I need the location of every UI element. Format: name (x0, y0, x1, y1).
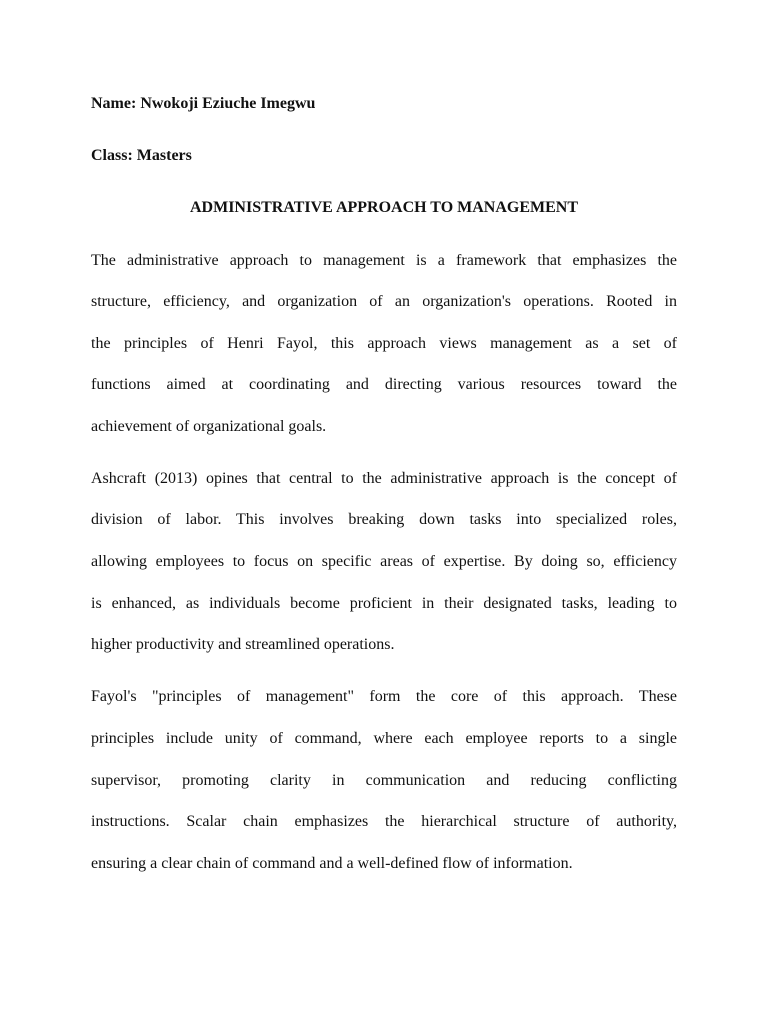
paragraph-line: allowing employees to focus on specific areas of expertise. By doing so, efficiency (91, 553, 677, 570)
paragraph-line: functions aimed at coordinating and directing various resources toward the (91, 376, 677, 393)
paragraph-line: is enhanced, as individuals become proficient in their designated tasks, leading to (91, 595, 677, 612)
paragraph-line: ensuring a clear chain of command and a well-defined flow of information. (91, 855, 573, 872)
paragraph-line: supervisor, promoting clarity in communication and reducing conflicting (91, 772, 677, 789)
student-name: Name: Nwokoji Eziuche Imegwu (91, 95, 316, 112)
paragraph-line: Fayol's "principles of management" form the core of this approach. These (91, 688, 677, 705)
paragraph-line: structure, efficiency, and organization of an organization's operations. Rooted in (91, 293, 677, 310)
document-title: ADMINISTRATIVE APPROACH TO MANAGEMENT (189, 199, 579, 216)
paragraph-line: instructions. Scalar chain emphasizes the hierarchical structure of authority, (91, 813, 677, 830)
paragraph-line: achievement of organizational goals. (91, 418, 327, 435)
paragraph-line: higher productivity and streamlined operations. (91, 636, 395, 653)
paragraph-line: Ashcraft (2013) opines that central to the administrative approach is the concept of (91, 470, 677, 487)
paragraph-line: principles include unity of command, where each employee reports to a single (91, 730, 677, 747)
paragraph-line: The administrative approach to management is a framework that emphasizes the (91, 252, 677, 269)
paragraph-line: the principles of Henri Fayol, this approach views management as a set of (91, 335, 677, 352)
paragraph-line: division of labor. This involves breaking down tasks into specialized roles, (91, 511, 677, 528)
student-class: Class: Masters (91, 147, 192, 164)
